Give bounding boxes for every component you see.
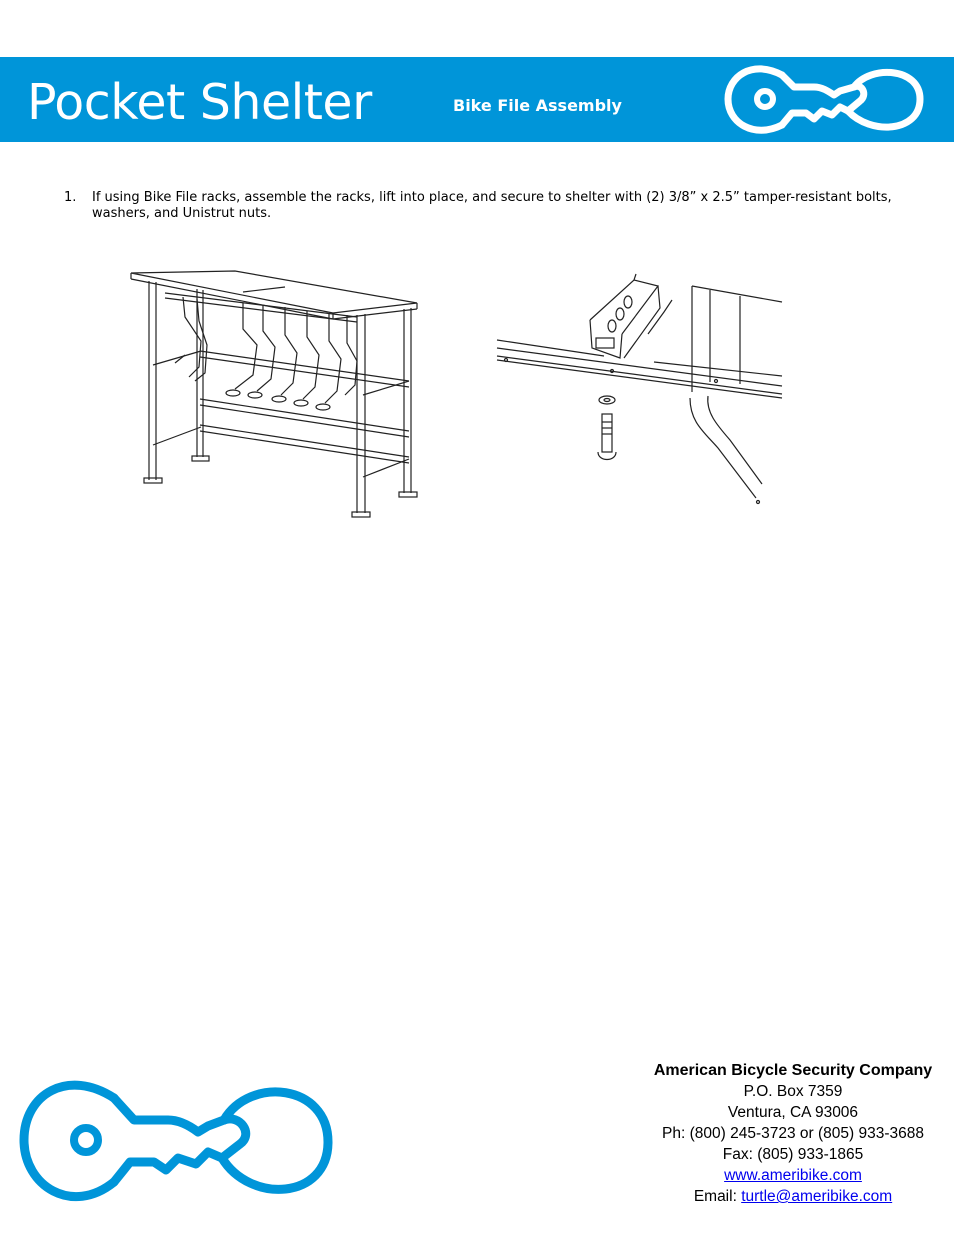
- key-logo-icon: [18, 1070, 334, 1215]
- shelter-with-bike-file-drawing: [125, 265, 425, 520]
- website-link[interactable]: www.ameribike.com: [724, 1167, 862, 1184]
- city-state-zip: Ventura, CA 93006: [727, 1104, 859, 1121]
- page-subtitle: Bike File Assembly: [453, 96, 622, 115]
- email-link[interactable]: turtle@ameribike.com: [741, 1188, 893, 1205]
- email-label: Email:: [693, 1188, 742, 1205]
- unistrut-bolt-detail-drawing: [494, 272, 786, 507]
- step-number: 1.: [64, 190, 77, 205]
- page-title: Pocket Shelter: [27, 74, 372, 131]
- contact-block: [640, 1060, 946, 1207]
- company-name: American Bicycle Security Company: [653, 1062, 933, 1079]
- fax-number: Fax: (805) 933-1865: [722, 1146, 864, 1163]
- key-logo-icon: [722, 57, 926, 142]
- email-line: [640, 1186, 946, 1207]
- step-text: If using Bike File racks, assemble the racks, lift into place, and secure to shelter with (2) 3/8” x 2.5” tamper-resistant bolts, washers, and Unistrut nuts.: [92, 190, 892, 221]
- phone-numbers: Ph: (800) 245-3723 or (805) 933-3688: [662, 1125, 924, 1142]
- po-box: P.O. Box 7359: [743, 1083, 843, 1100]
